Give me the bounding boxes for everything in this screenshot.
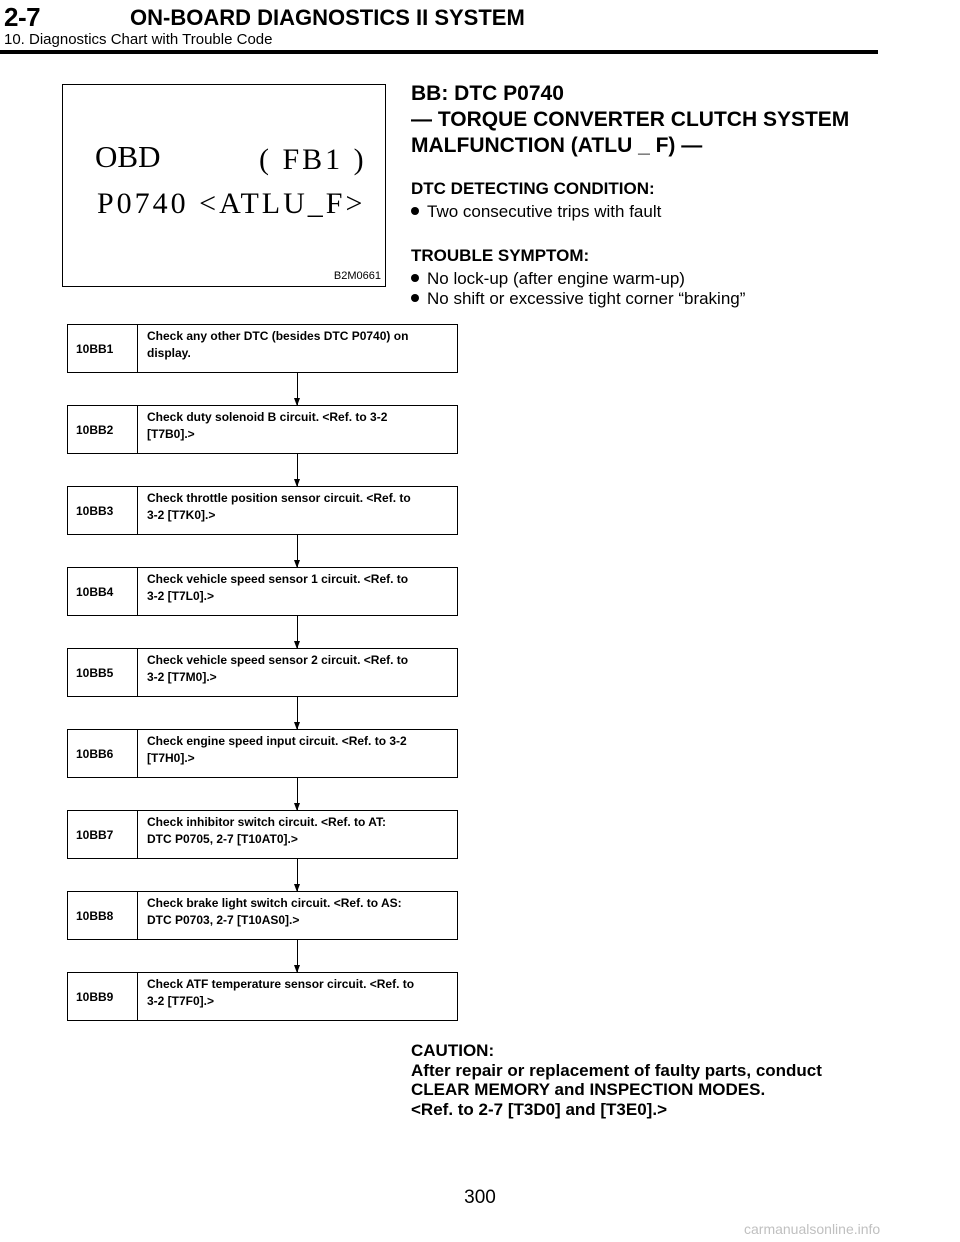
flow-step <box>67 324 458 373</box>
page-number: 300 <box>464 1187 496 1208</box>
page-header-title: ON-BOARD DIAGNOSTICS II SYSTEM <box>130 5 525 30</box>
step-text: Check vehicle speed sensor 1 circuit. <Ref. to 3-2 [T7L0].> <box>147 572 409 603</box>
screen-obd-label: OBD <box>95 139 161 174</box>
dtc-condition-item: Two consecutive trips with fault <box>411 203 661 220</box>
dtc-condition-heading: DTC DETECTING CONDITION: <box>411 179 655 198</box>
step-text: Check brake light switch circuit. <Ref. to AS: DTC P0703, 2-7 [T10AS0].> <box>147 896 402 927</box>
section-title-line: BB: DTC P0740 <box>411 82 564 105</box>
flow-step <box>67 891 458 940</box>
flow-step <box>67 810 458 859</box>
step-code: 10BB9 <box>68 973 138 1020</box>
section-title-line: — TORQUE CONVERTER CLUTCH SYSTEM <box>411 108 850 131</box>
screen-dtc-code: P0740 <ATLU_F> <box>97 187 366 220</box>
section-number: 2-7 <box>4 2 41 32</box>
flow-arrow-icon <box>297 535 298 567</box>
caution-block <box>411 1041 891 1119</box>
scan-tool-screen-figure <box>62 84 386 287</box>
screen-fb1-label: ( FB1 ) <box>259 143 367 176</box>
step-code: 10BB4 <box>68 568 138 615</box>
step-text: Check engine speed input circuit. <Ref. to 3-2 [T7H0].> <box>147 734 407 765</box>
step-code: 10BB7 <box>68 811 138 858</box>
step-code: 10BB2 <box>68 406 138 453</box>
section-title <box>411 81 891 159</box>
page-header-subtitle: 10. Diagnostics Chart with Trouble Code <box>4 31 273 48</box>
flow-arrow-icon <box>297 778 298 810</box>
flow-arrow-icon <box>297 454 298 486</box>
section-title-line: MALFUNCTION (ATLU _ F) — <box>411 134 703 157</box>
flow-arrow-icon <box>297 373 298 405</box>
flow-step <box>67 405 458 454</box>
bullet-icon <box>411 207 419 215</box>
flow-arrow-icon <box>297 859 298 891</box>
caution-heading: CAUTION: <box>411 1041 495 1060</box>
step-text: Check vehicle speed sensor 2 circuit. <Ref. to 3-2 [T7M0].> <box>147 653 409 684</box>
step-code: 10BB1 <box>68 325 138 372</box>
header-rule <box>0 50 878 54</box>
flow-arrow-icon <box>297 616 298 648</box>
step-text: Check inhibitor switch circuit. <Ref. to AT: DTC P0705, 2-7 [T10AT0].> <box>147 815 387 846</box>
step-code: 10BB3 <box>68 487 138 534</box>
flow-step <box>67 486 458 535</box>
caution-line: <Ref. to 2-7 [T3D0] and [T3E0].> <box>411 1099 667 1119</box>
step-text: Check any other DTC (besides DTC P0740) on display. <box>147 329 409 360</box>
watermark: carmanualsonline.info <box>744 1221 881 1237</box>
figure-id: B2M0661 <box>333 270 381 282</box>
bullet-icon <box>411 294 419 302</box>
step-text: Check duty solenoid B circuit. <Ref. to 3-2 [T7B0].> <box>147 410 388 441</box>
flow-step <box>67 729 458 778</box>
bullet-icon <box>411 274 419 282</box>
flow-step <box>67 567 458 616</box>
caution-line: After repair or replacement of faulty parts, conduct <box>411 1060 822 1080</box>
trouble-symptom-heading: TROUBLE SYMPTOM: <box>411 246 590 265</box>
trouble-symptom-item: No lock-up (after engine warm-up) <box>411 270 685 287</box>
trouble-symptom-item: No shift or excessive tight corner “braking” <box>411 290 745 307</box>
step-code: 10BB6 <box>68 730 138 777</box>
step-code: 10BB8 <box>68 892 138 939</box>
step-text: Check throttle position sensor circuit. <Ref. to 3-2 [T7K0].> <box>147 491 411 522</box>
step-text: Check ATF temperature sensor circuit. <Ref. to 3-2 [T7F0].> <box>147 977 415 1008</box>
flow-arrow-icon <box>297 697 298 729</box>
flow-step <box>67 972 458 1021</box>
step-code: 10BB5 <box>68 649 138 696</box>
caution-line: CLEAR MEMORY and INSPECTION MODES. <box>411 1080 766 1099</box>
flow-step <box>67 648 458 697</box>
flow-arrow-icon <box>297 940 298 972</box>
